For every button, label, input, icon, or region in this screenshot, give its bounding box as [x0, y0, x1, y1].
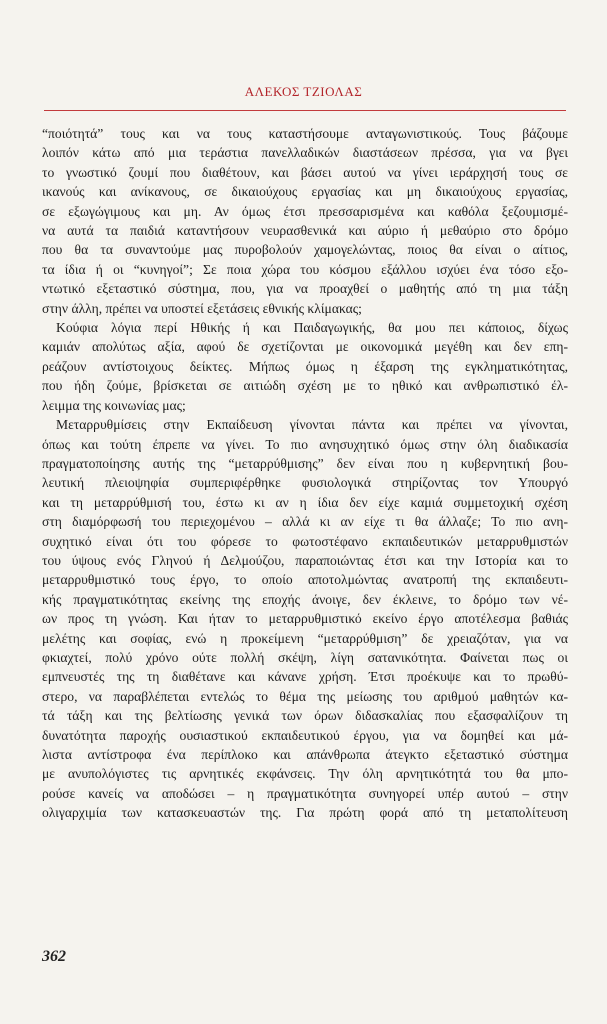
header-rule — [44, 110, 566, 111]
text-line: εμπνευστές της τη διαθέτανε και κάνανε χρήση. Έτσι προέκυψε και το πρωθύ- — [42, 669, 568, 685]
text-line: ντωτικό εξεταστικό σύστημα, που, για να προαχθεί ο μαθητής από τη μια τάξη — [42, 281, 568, 297]
text-line: δυνατότητα παροχής ουσιαστικού εκπαιδευτικού έργου, για να δομηθεί και μά- — [42, 727, 568, 743]
text-line: ων προς τη γνώση. Και ήταν το μεταρρυθμιστικό εκείνο έργο αποτέλεσμα βαθιάς — [42, 611, 568, 627]
text-line: σε εξωγώγιμους και μη. Αν όμως έτσι πρεσσαρισμένα και καθόλα ξεζουμισμέ- — [42, 203, 568, 219]
text-line: μεταρρυθμιστικό τους έργο, το οποίο αποτολμώντας ανατροπή της εκπαιδευτι- — [42, 572, 568, 588]
text-line: στερο, να παραβλέπεται εντελώς το θέμα της μείωσης του αριθμού μαθητών κα- — [42, 688, 568, 704]
text-line: να αυτά τα παιδιά καταντήσουν νευρασθενικά και αύριο ή μεθαύριο στο δρόμο — [42, 223, 568, 239]
text-line: με ανυπολόγιστες τις αρνητικές εκφάνσεις. Την όλη αρνητικότητά του θα μπο- — [42, 766, 568, 782]
text-line: Μεταρρυθμίσεις στην Εκπαίδευση γίνονται πάντα και πρέπει να γίνονται, — [56, 417, 568, 433]
text-line: που θα τα συναντούμε μας πυροβολούν χαμογελώντας, ποιος θα είναι ο αίτιος, — [42, 242, 568, 258]
text-line: καμιάν απολύτως αξία, αφού δε σχετίζονται με οικονομικά μεγέθη και δεν επη- — [42, 339, 568, 355]
text-line: συχητικό είναι ότι του φόρεσε το φωτοστέφανο εκπαιδευτικών μεταρρυθμιστών — [42, 533, 568, 549]
text-line: φκιαχτεί, πολύ χρόνο ούτε πολλή σκέψη, λίγη σατανικότητα. Φαίνεται πως οι — [42, 649, 568, 665]
body-text — [42, 124, 568, 823]
text-line: ικανούς και ανίκανους, σε δικαιούχους εργασίας και μη δικαιούχους εργασίας, — [42, 184, 568, 200]
text-line: πραγματοποίησης αυτής της “μεταρρύθμισης” δεν είναι που η κυβερνητική βου- — [42, 455, 568, 471]
text-line: όπως και τούτη έπρεπε να γίνει. Το πιο ανησυχητικό όμως στην όλη διαδικασία — [42, 436, 568, 452]
text-line: τά τάξη και της βελτίωσης γενικά των όρων διδασκαλίας που εξασφαλίζουν τη — [42, 708, 568, 724]
text-line: λειμμα της κοινωνίας μας; — [42, 397, 186, 413]
text-line: κής πραγματικότητας εκείνης της εποχής άνοιγε, δεν έκλεινε, το δρόμο των νέ- — [42, 591, 568, 607]
text-line: στη διαμόρφωσή του περιεχομένου – αλλά κι αν είχε τι θα άλλαζε; Το πιο ανη- — [42, 514, 568, 530]
text-line: ρούσε κανείς να αποδώσει – η πραγματικότητα συνηγορεί υπέρ αυτού – στην — [42, 785, 568, 801]
running-header: ΑΛΕΚΟΣ ΤΖΙΟΛΑΣ — [244, 84, 363, 99]
text-line: λευτική πλειοψηφία συμπεριφέρθηκε φυσιολογικά στηρίζοντας τον Υπουργό — [42, 475, 568, 491]
text-line: τα ίδια ή οι “κυνηγοί”; Σε ποια χώρα του κόσμου εξάλλου ισχύει ένα τόσο εξο- — [42, 261, 568, 277]
text-line: ολιγαρχιμία των κατασκευαστών της. Για πρώτη φορά από τη μεταπολίτευση — [42, 805, 568, 821]
text-line: το γνωστικό ζουμί που διαθέτουν, και βάσει αυτού να γίνει ιεράρχησή τους σε — [42, 164, 568, 180]
text-line: που ήδη ζούμε, βρίσκεται σε αιτιώδη σχέση με το ηθικό και ανθρωπιστικό έλ- — [42, 378, 568, 394]
text-line: και τη μεταρρύθμισή του, έστω κι αν η ίδια δεν είχε καμιά συμμετοχική σχέση — [42, 494, 568, 510]
text-line: του ύψους ενός Γληνού ή Δελμούζου, παραποιώντας έτσι και την Ιστορία και το — [42, 552, 568, 568]
text-line: Κούφια λόγια περί Ηθικής ή και Παιδαγωγικής, θα μου πει κάποιος, δίχως — [56, 320, 568, 336]
text-line: λοιπόν κάτω από μια τεράστια πανελλαδικών διαστάσεων πρέσσα, για να βγει — [42, 145, 568, 161]
text-line: μελέτης και σοφίας, ενώ η προκείμενη “μεταρρύθμιση” δε χρειαζόταν, για να — [42, 630, 568, 646]
text-line: ρεάζουν αντίστοιχους δείκτες. Μήπως όμως η έξαρση της εγκληματικότητας, — [42, 358, 568, 374]
page-number: 362 — [42, 948, 66, 965]
text-line: “ποιότητά” τους και να τους καταστήσουμε ανταγωνιστικούς. Τους βάζουμε — [42, 126, 568, 141]
text-line: στην άλλη, πρέπει να υποστεί εξετάσεις εθνικής κλίμακας; — [42, 300, 362, 316]
text-line: λιστα αντίστροφα ένα περίπλοκο και απάνθρωπα άτεγκτο εξεταστικό σύστημα — [42, 747, 568, 762]
